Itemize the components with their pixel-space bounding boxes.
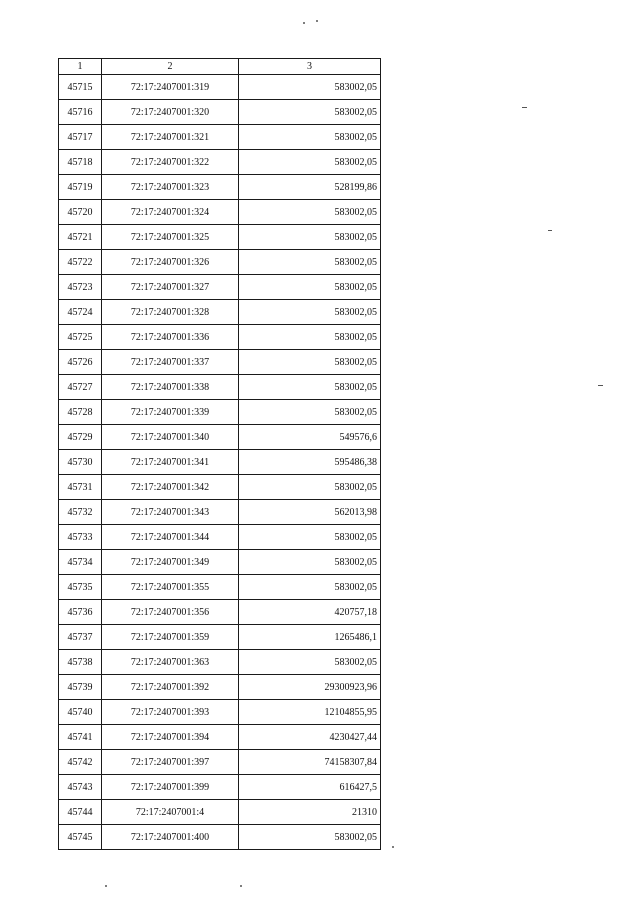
value-cell: 583002,05 <box>239 650 381 675</box>
cadastral-number-cell: 72:17:2407001:340 <box>102 425 239 450</box>
value-cell: 583002,05 <box>239 525 381 550</box>
cadastral-number-cell: 72:17:2407001:322 <box>102 150 239 175</box>
cadastral-number-cell: 72:17:2407001:400 <box>102 825 239 850</box>
cadastral-number-cell: 72:17:2407001:4 <box>102 800 239 825</box>
table-row <box>59 175 381 200</box>
header-row <box>59 59 381 75</box>
table-row <box>59 325 381 350</box>
row-number-cell: 45731 <box>59 475 102 500</box>
table-row <box>59 625 381 650</box>
row-number-cell: 45722 <box>59 250 102 275</box>
row-number-cell: 45739 <box>59 675 102 700</box>
row-number-cell: 45743 <box>59 775 102 800</box>
row-number-cell: 45745 <box>59 825 102 850</box>
table-row <box>59 475 381 500</box>
cadastral-number-cell: 72:17:2407001:399 <box>102 775 239 800</box>
cadastral-number-cell: 72:17:2407001:359 <box>102 625 239 650</box>
cadastral-number-cell: 72:17:2407001:344 <box>102 525 239 550</box>
value-cell: 595486,38 <box>239 450 381 475</box>
cadastral-number-cell: 72:17:2407001:336 <box>102 325 239 350</box>
row-number-cell: 45742 <box>59 750 102 775</box>
table-row <box>59 700 381 725</box>
table-header <box>59 59 381 75</box>
table-row <box>59 575 381 600</box>
row-number-cell: 45735 <box>59 575 102 600</box>
row-number-cell: 45733 <box>59 525 102 550</box>
table-row <box>59 425 381 450</box>
value-cell: 583002,05 <box>239 550 381 575</box>
table-row <box>59 275 381 300</box>
cadastral-number-cell: 72:17:2407001:325 <box>102 225 239 250</box>
cadastral-number-cell: 72:17:2407001:363 <box>102 650 239 675</box>
scan-speck <box>548 230 552 231</box>
table-row <box>59 100 381 125</box>
value-cell: 583002,05 <box>239 575 381 600</box>
scan-speck <box>392 846 394 848</box>
value-cell: 583002,05 <box>239 350 381 375</box>
table-row <box>59 825 381 850</box>
value-cell: 21310 <box>239 800 381 825</box>
row-number-cell: 45720 <box>59 200 102 225</box>
cadastral-number-cell: 72:17:2407001:326 <box>102 250 239 275</box>
row-number-cell: 45715 <box>59 75 102 100</box>
header-col-3: 3 <box>239 59 381 75</box>
row-number-cell: 45730 <box>59 450 102 475</box>
value-cell: 562013,98 <box>239 500 381 525</box>
row-number-cell: 45740 <box>59 700 102 725</box>
value-cell: 583002,05 <box>239 125 381 150</box>
cadastral-number-cell: 72:17:2407001:342 <box>102 475 239 500</box>
value-cell: 583002,05 <box>239 300 381 325</box>
value-cell: 583002,05 <box>239 400 381 425</box>
cadastral-number-cell: 72:17:2407001:321 <box>102 125 239 150</box>
value-cell: 1265486,1 <box>239 625 381 650</box>
value-cell: 583002,05 <box>239 150 381 175</box>
value-cell: 4230427,44 <box>239 725 381 750</box>
table-row <box>59 75 381 100</box>
table-row <box>59 800 381 825</box>
cadastral-number-cell: 72:17:2407001:394 <box>102 725 239 750</box>
table-row <box>59 675 381 700</box>
scan-speck <box>522 107 527 108</box>
value-cell: 29300923,96 <box>239 675 381 700</box>
table-row <box>59 150 381 175</box>
cadastral-number-cell: 72:17:2407001:319 <box>102 75 239 100</box>
header-col-2: 2 <box>102 59 239 75</box>
row-number-cell: 45728 <box>59 400 102 425</box>
row-number-cell: 45723 <box>59 275 102 300</box>
table-row <box>59 450 381 475</box>
header-col-1: 1 <box>59 59 102 75</box>
row-number-cell: 45725 <box>59 325 102 350</box>
value-cell: 583002,05 <box>239 75 381 100</box>
table-row <box>59 550 381 575</box>
value-cell: 549576,6 <box>239 425 381 450</box>
scan-speck <box>598 385 603 386</box>
row-number-cell: 45738 <box>59 650 102 675</box>
value-cell: 583002,05 <box>239 275 381 300</box>
cadastral-number-cell: 72:17:2407001:338 <box>102 375 239 400</box>
value-cell: 583002,05 <box>239 825 381 850</box>
table-body <box>59 75 381 850</box>
scan-speck <box>240 885 242 887</box>
table-row <box>59 250 381 275</box>
registry-table <box>58 58 381 850</box>
table-row <box>59 125 381 150</box>
cadastral-number-cell: 72:17:2407001:349 <box>102 550 239 575</box>
table-row <box>59 375 381 400</box>
cadastral-number-cell: 72:17:2407001:323 <box>102 175 239 200</box>
table-row <box>59 500 381 525</box>
row-number-cell: 45727 <box>59 375 102 400</box>
cadastral-number-cell: 72:17:2407001:324 <box>102 200 239 225</box>
row-number-cell: 45732 <box>59 500 102 525</box>
row-number-cell: 45716 <box>59 100 102 125</box>
row-number-cell: 45724 <box>59 300 102 325</box>
cadastral-number-cell: 72:17:2407001:341 <box>102 450 239 475</box>
row-number-cell: 45719 <box>59 175 102 200</box>
cadastral-number-cell: 72:17:2407001:339 <box>102 400 239 425</box>
cadastral-number-cell: 72:17:2407001:327 <box>102 275 239 300</box>
cadastral-number-cell: 72:17:2407001:328 <box>102 300 239 325</box>
value-cell: 12104855,95 <box>239 700 381 725</box>
table-row <box>59 400 381 425</box>
value-cell: 583002,05 <box>239 475 381 500</box>
table-row <box>59 225 381 250</box>
row-number-cell: 45721 <box>59 225 102 250</box>
row-number-cell: 45717 <box>59 125 102 150</box>
value-cell: 420757,18 <box>239 600 381 625</box>
row-number-cell: 45744 <box>59 800 102 825</box>
table-row <box>59 600 381 625</box>
row-number-cell: 45718 <box>59 150 102 175</box>
table-row <box>59 650 381 675</box>
row-number-cell: 45729 <box>59 425 102 450</box>
row-number-cell: 45741 <box>59 725 102 750</box>
cadastral-number-cell: 72:17:2407001:392 <box>102 675 239 700</box>
value-cell: 74158307,84 <box>239 750 381 775</box>
cadastral-number-cell: 72:17:2407001:393 <box>102 700 239 725</box>
table-row <box>59 350 381 375</box>
value-cell: 583002,05 <box>239 250 381 275</box>
value-cell: 528199,86 <box>239 175 381 200</box>
row-number-cell: 45726 <box>59 350 102 375</box>
value-cell: 583002,05 <box>239 325 381 350</box>
scan-speck <box>303 22 305 24</box>
row-number-cell: 45736 <box>59 600 102 625</box>
cadastral-number-cell: 72:17:2407001:397 <box>102 750 239 775</box>
table-row <box>59 200 381 225</box>
table-row <box>59 775 381 800</box>
value-cell: 583002,05 <box>239 200 381 225</box>
table-row <box>59 525 381 550</box>
row-number-cell: 45734 <box>59 550 102 575</box>
table-row <box>59 750 381 775</box>
value-cell: 583002,05 <box>239 100 381 125</box>
cadastral-number-cell: 72:17:2407001:337 <box>102 350 239 375</box>
value-cell: 583002,05 <box>239 375 381 400</box>
cadastral-number-cell: 72:17:2407001:355 <box>102 575 239 600</box>
cadastral-number-cell: 72:17:2407001:320 <box>102 100 239 125</box>
table-row <box>59 300 381 325</box>
cadastral-number-cell: 72:17:2407001:343 <box>102 500 239 525</box>
cadastral-number-cell: 72:17:2407001:356 <box>102 600 239 625</box>
value-cell: 583002,05 <box>239 225 381 250</box>
scan-speck <box>105 885 107 887</box>
table-row <box>59 725 381 750</box>
value-cell: 616427,5 <box>239 775 381 800</box>
scan-speck <box>316 20 318 22</box>
row-number-cell: 45737 <box>59 625 102 650</box>
